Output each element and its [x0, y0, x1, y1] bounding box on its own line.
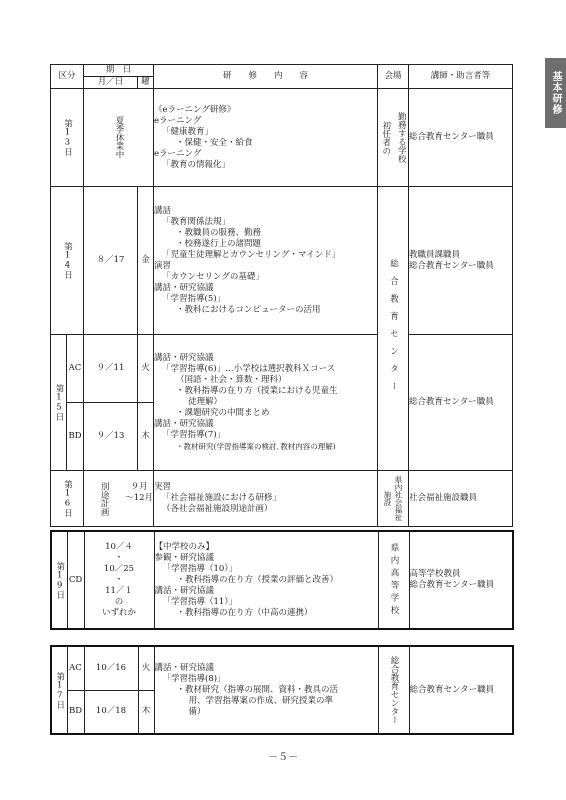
content-line: 「学習指導(8)」: [162, 673, 226, 684]
instructor-cell: 総合教育センター職員: [409, 646, 513, 734]
schedule-table-day19: [50, 530, 514, 630]
content-line: 《eラーニング研修》: [154, 104, 236, 115]
content-line: eラーニング: [154, 115, 202, 126]
header-venue: 会場: [378, 65, 409, 89]
instructor-cell: 総合教育センター職員: [409, 335, 513, 471]
content-cell: [154, 335, 378, 471]
content-line: ・教科におけるコンピューターの活用: [176, 304, 321, 315]
venue-cell: 総合教育センター: [388, 258, 399, 399]
content-line: ・教科指導の在り方（授業の評価と改善）: [176, 574, 339, 585]
content-line: 講話・研究協議: [154, 585, 215, 596]
venue-cell: 勤務する学校: [396, 112, 407, 163]
table-row-day15-ac: [51, 335, 513, 403]
content-line: 講話・研究協議: [154, 662, 215, 673]
content-line: 講話: [154, 205, 172, 216]
content-line: eラーニング: [154, 148, 202, 159]
instructor-line: 教職員課職員: [409, 249, 461, 260]
date-line: いずれか: [101, 607, 136, 618]
header-kubun: 区分: [51, 65, 84, 89]
header-content: 研 修 内 容: [154, 65, 378, 89]
date-cell: 夏季休業中: [114, 116, 125, 159]
group-label: BD: [67, 690, 84, 734]
weekday-cell: 木: [138, 690, 154, 734]
content-line: ・保健・安全・給食: [176, 137, 253, 148]
content-line: 「学習指導(6)」…小学校は選択教科Ｘコース: [162, 364, 336, 374]
content-line: ・教材研究（指導の展開、資料・教具の活: [176, 684, 339, 695]
content-cell: [154, 471, 378, 527]
content-line: （各社会福祉施設別途計画）: [162, 504, 273, 514]
content-cell: [154, 531, 378, 629]
content-line: 「学習指導(7)」: [162, 430, 226, 440]
group-label: AC: [67, 646, 84, 690]
content-line: ・教科指導の在り方（中高の連携）: [176, 607, 313, 618]
header-date: 月／日: [84, 77, 138, 89]
day-label: 第13日: [62, 119, 73, 156]
group-label: AC: [67, 335, 84, 403]
instructor-cell: [409, 531, 513, 629]
content-line: ・教職員の服務、勤務: [176, 227, 262, 238]
instructor-line: 高等学校教員: [409, 569, 461, 579]
content-line: 用、学習指導案の作成、研究授業の準: [188, 695, 334, 706]
content-line: 備）: [188, 706, 206, 717]
content-cell: [154, 89, 378, 187]
content-line: 「社会福祉施設における研修」: [162, 493, 282, 503]
table-row-day14: [51, 187, 513, 335]
header-weekday: 曜: [138, 77, 154, 89]
group-label: CD: [67, 531, 84, 629]
venue-cell-2: 初任者の: [380, 120, 391, 155]
content-line: 「児童生徒理解とカウンセリング・マインド」: [162, 249, 341, 260]
content-line: ・教材研究(学習指導案の検討､教材内容の理解): [176, 442, 336, 451]
date-line: ・: [114, 574, 124, 585]
schedule-table-day17: [50, 645, 514, 735]
instructor-line: 総合教育センター職員: [409, 580, 495, 590]
content-line: 講話・研究協議: [154, 353, 214, 363]
content-line: 徒理解）: [188, 397, 223, 407]
content-line: 講話・研究協議: [154, 282, 214, 293]
date-line: 10／25: [103, 563, 135, 574]
content-line: ・校務遂行上の諸問題: [176, 238, 262, 249]
content-line: 実習: [154, 482, 172, 492]
day-label: 第15日: [54, 384, 64, 421]
date-cell: ９／11: [84, 335, 138, 403]
date-line: 10／４: [105, 541, 133, 552]
content-line: 「教育の情報化」: [162, 159, 231, 170]
table-row-day13: [51, 89, 513, 187]
content-cell: [154, 646, 378, 734]
content-line: 「学習指導(5)」: [162, 293, 226, 304]
instructor-line: 総合教育センター職員: [409, 260, 494, 271]
side-tab-basic-training: 基本研修: [545, 58, 566, 128]
date-cell: [84, 531, 154, 629]
instructor-cell: 社会福祉施設職員: [409, 471, 513, 527]
venue-cell: 総合教育センター: [389, 656, 399, 724]
date-cell: 10／16: [84, 646, 138, 690]
date-cell-end: ～12月: [125, 492, 154, 503]
date-cell: ８／17: [84, 187, 138, 335]
page-number: －５－: [268, 752, 298, 763]
date-cell-start: ９月: [130, 481, 148, 492]
date-line: ・: [114, 552, 124, 563]
date-line: の: [114, 596, 124, 607]
weekday-cell: 火: [138, 335, 154, 403]
content-line: （国語・社会・算数・理科）: [176, 375, 287, 385]
content-line: ・教科指導の在り方（授業における児童生: [176, 386, 338, 396]
date-note: 別途計画: [99, 481, 110, 516]
content-line: 「教育関係法規」: [162, 216, 231, 227]
weekday-cell: 金: [138, 187, 154, 335]
content-line: 「カウンセリングの基礎」: [162, 271, 264, 282]
content-line: 「学習指導（11）」: [162, 596, 238, 607]
day-label: 第17日: [54, 671, 65, 709]
date-line: 11／１: [105, 585, 133, 596]
group-label: BD: [67, 403, 84, 471]
header-instructor: 講師・助言者等: [409, 65, 513, 89]
content-cell: [154, 187, 378, 335]
content-line: 「学習指導（10）」: [162, 563, 238, 574]
day-label: 第16日: [62, 480, 73, 517]
content-line: 参観・研究協議: [154, 552, 215, 563]
venue-cell: 県内高等学校: [389, 542, 399, 618]
table-row-day17-ac: [51, 646, 513, 690]
weekday-cell: 火: [138, 646, 154, 690]
instructor-cell: [409, 187, 513, 335]
date-cell: 10／18: [84, 690, 138, 734]
content-line: ・課題研究の中間まとめ: [176, 408, 270, 418]
schedule-table: [50, 64, 513, 527]
content-line: 【中学校のみ】: [154, 541, 215, 552]
weekday-cell: 木: [138, 403, 154, 471]
table-row-day19: [51, 531, 513, 629]
date-cell: ９／13: [84, 403, 138, 471]
table-row-day16: [51, 471, 513, 527]
day-label: 第14日: [62, 242, 73, 279]
header-kijitsu: 期 日: [84, 65, 154, 77]
content-line: 「健康教育」: [162, 126, 214, 137]
instructor-cell: 総合教育センター職員: [409, 89, 513, 187]
day-label: 第19日: [54, 561, 65, 599]
content-line: 講話・研究協議: [154, 419, 214, 429]
content-line: 演習: [154, 260, 172, 271]
venue-cell: 県内社会福祉施設: [383, 476, 404, 521]
